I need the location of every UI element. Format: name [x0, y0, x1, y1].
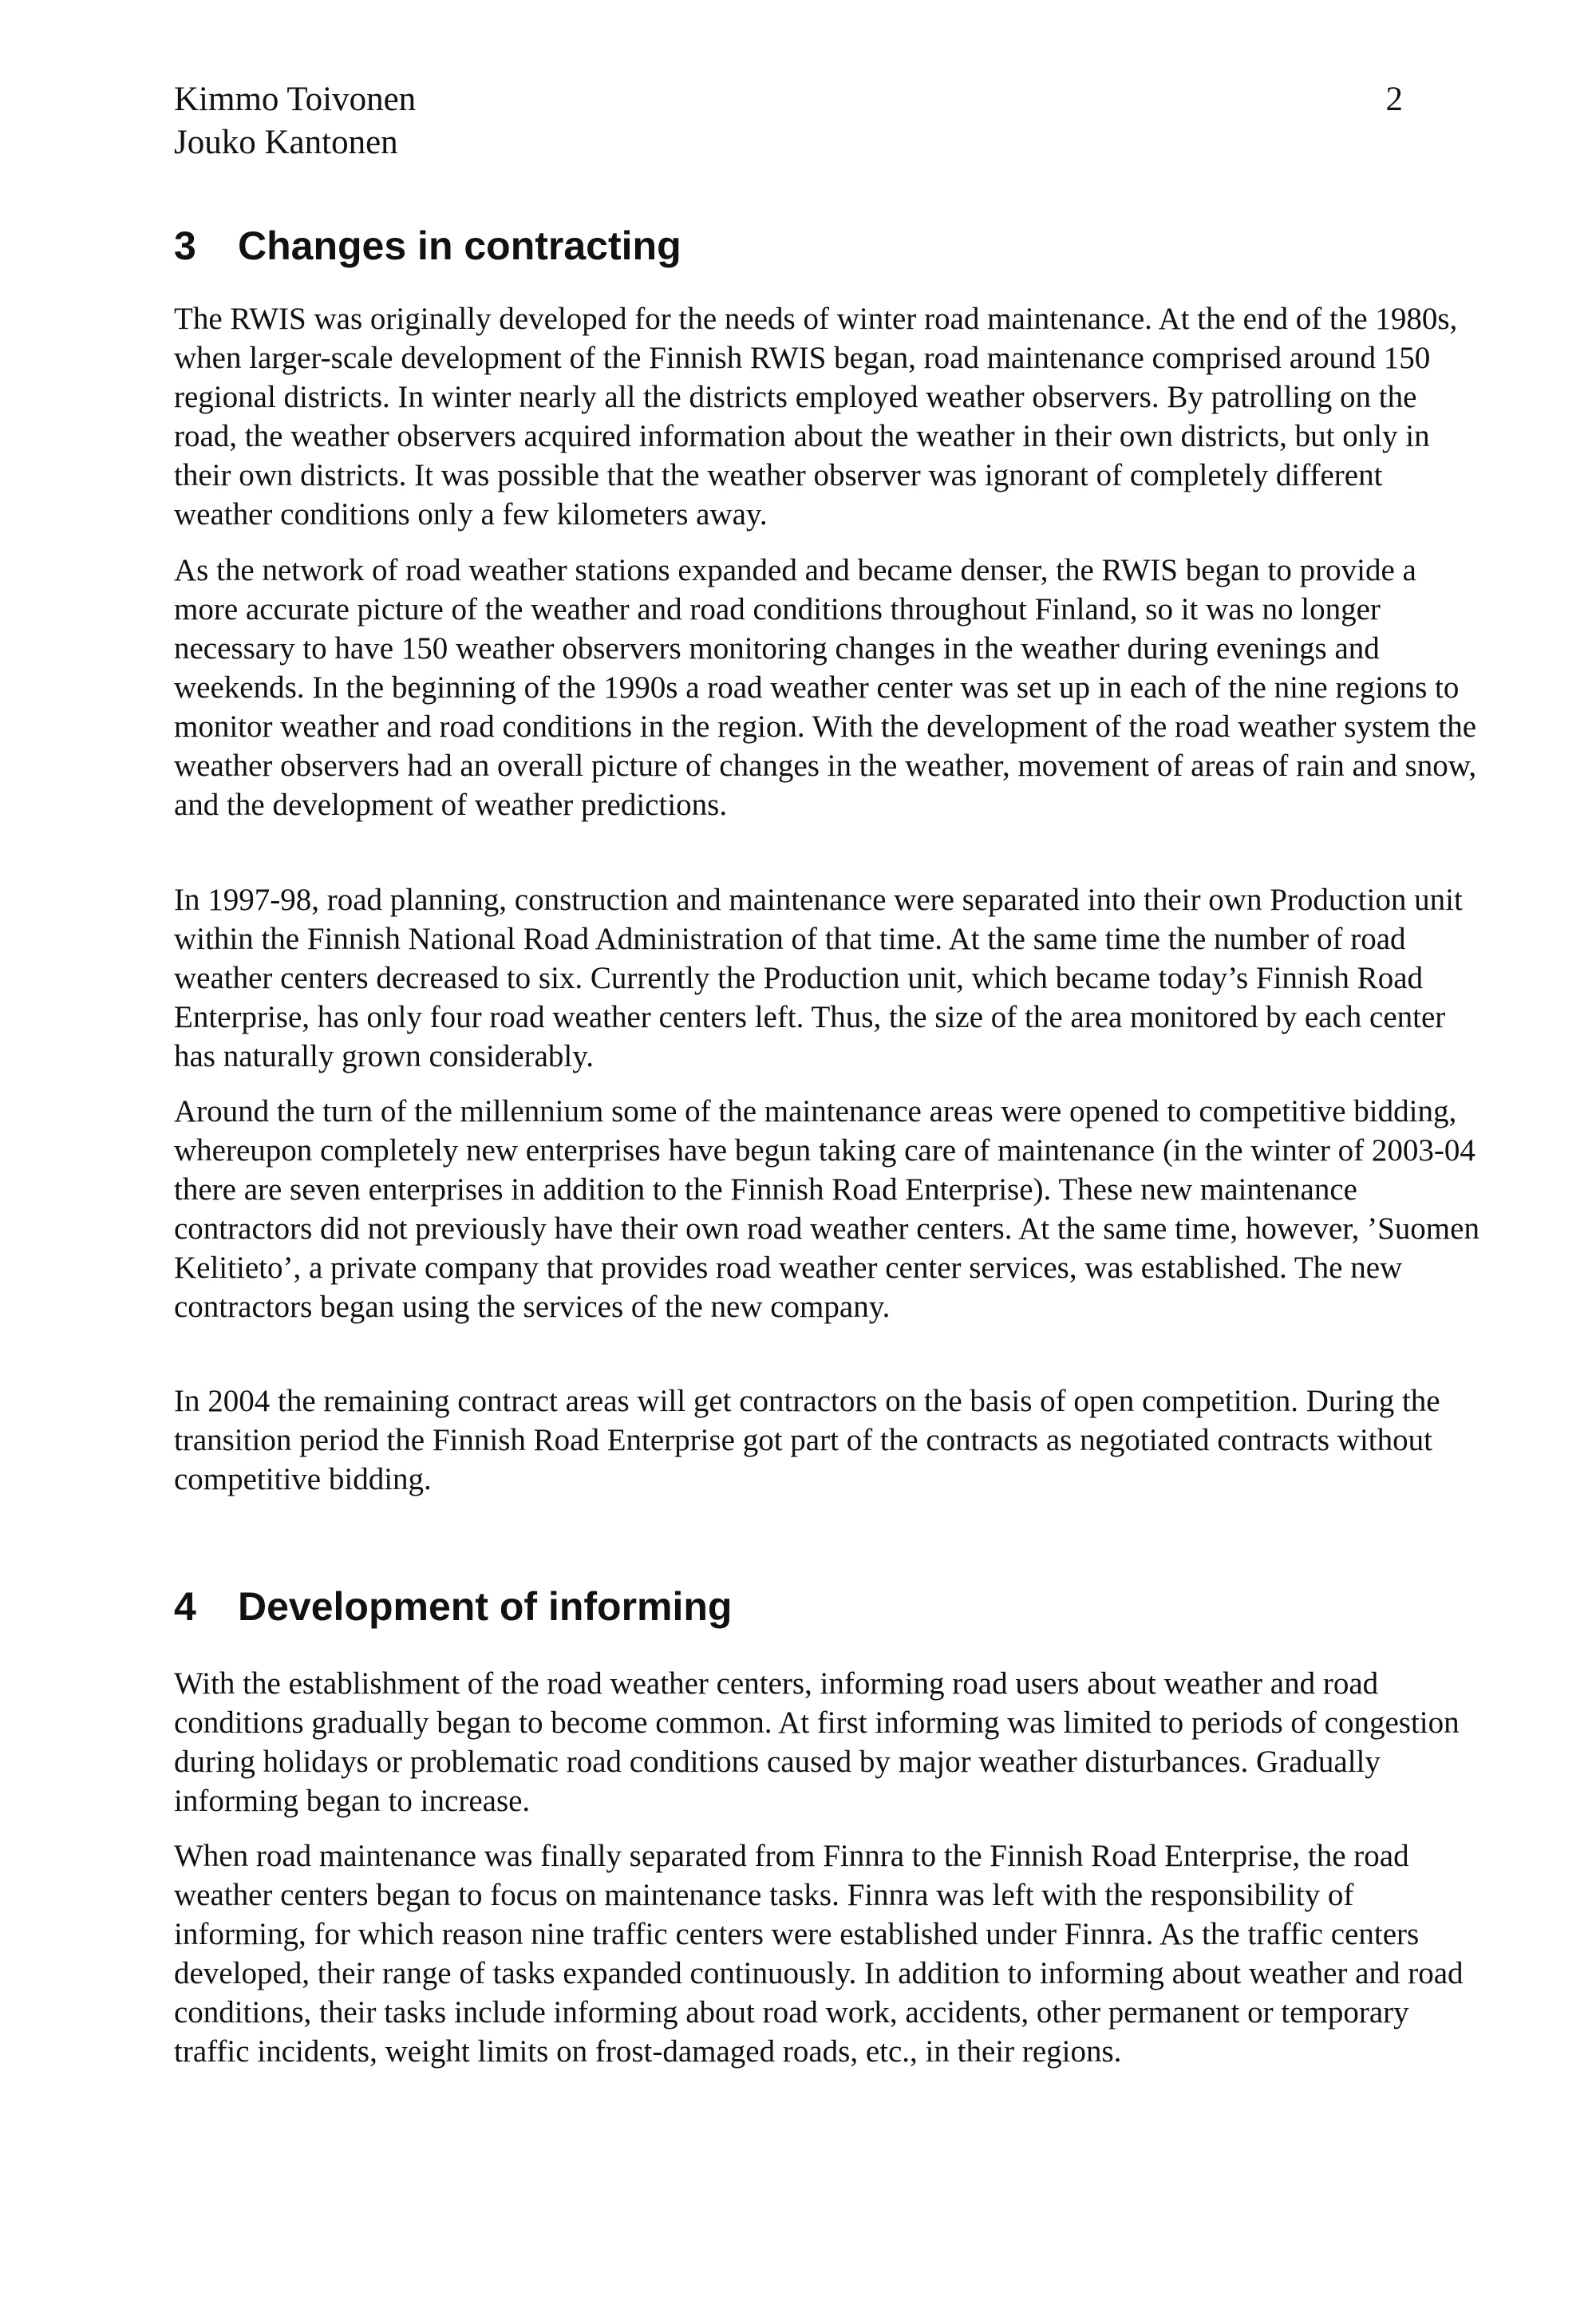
section-title: Development of informing: [238, 1584, 733, 1629]
author-name: Jouko Kantonen: [174, 124, 398, 161]
author-name: Kimmo Toivonen: [174, 81, 417, 118]
page-number: 2: [1385, 81, 1403, 118]
paragraph: As the network of road weather stations expanded and became denser, the RWIS began to provide a more accurate picture of the weather and road conditions throughout Finland, so it was no longer necessary to have 150 weather observers monitoring changes in the weather during evenings and weekends. In the beginning of the 1990s a road weather center was set up in each of the nine regions to monitor weather and road conditions in the region. With the development of the road weather system the weather observers had an overall picture of changes in the weather, movement of areas of rain and snow, and the development of weather predictions.: [174, 553, 1477, 822]
author-list: [174, 78, 1403, 164]
section-title: Changes in contracting: [238, 223, 681, 268]
paragraph: The RWIS was originally developed for the needs of winter road maintenance. At the end of the 1980s, when larger-scale development of the Finnish RWIS began, road maintenance comprised around 150 regional districts. In winter nearly all the districts employed weather observers. By patrolling on the road, the weather observers acquired information about the weather in their own districts, but only in their own districts. It was possible that the weather observer was ignorant of completely different weather conditions only a few kilometers away.: [174, 302, 1458, 532]
paragraph: In 2004 the remaining contract areas will get contractors on the basis of open competition. During the transition period the Finnish Road Enterprise got part of the contracts as negotiated contracts without competitive bidding.: [174, 1384, 1440, 1496]
page-header: [174, 78, 1403, 174]
paragraph: In 1997-98, road planning, construction and maintenance were separated into their own Production unit within the Finnish National Road Administration of that time. At the same time the number of road weather centers decreased to six. Currently the Production unit, which became today’s Finnish Road Enterprise, has only four road weather centers left. Thus, the size of the area monitored by each center has naturally grown considerably.: [174, 883, 1463, 1073]
section-number: 4: [174, 1584, 196, 1629]
paragraph: When road maintenance was finally separated from Finnra to the Finnish Road Enterprise, the road weather centers began to focus on maintenance tasks. Finnra was left with the responsibility of informing, for which reason nine traffic centers were established under Finnra. As the traffic centers developed, their range of tasks expanded continuously. In addition to informing about weather and road conditions, their tasks include informing about road work, accidents, other permanent or temporary traffic incidents, weight limits on frost-damaged roads, etc., in their regions.: [174, 1839, 1464, 2069]
section-heading: [174, 222, 681, 270]
section-number: 3: [174, 223, 196, 268]
paragraph: With the establishment of the road weather centers, informing road users about weather and road conditions gradually began to become common. At first informing was limited to periods of congestion during holidays or problematic road conditions caused by major weather disturbances. Gradually informing began to increase.: [174, 1666, 1460, 1818]
section-heading: [174, 1583, 732, 1630]
paragraph: Around the turn of the millennium some of the maintenance areas were opened to competitive bidding, whereupon completely new enterprises have begun taking care of maintenance (in the winter of 2003-04 there are seven enterprises in addition to the Finnish Road Enterprise). These new maintenance contractors did not previously have their own road weather centers. At the same time, however, ’Suomen Kelitieto’, a private company that provides road weather center services, was established. The new contractors began using the services of the new company.: [174, 1094, 1479, 1324]
